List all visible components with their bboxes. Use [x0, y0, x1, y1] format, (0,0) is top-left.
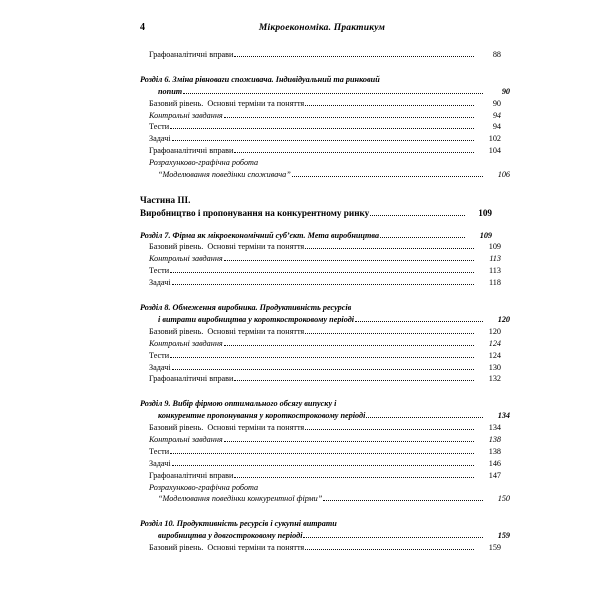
- toc-entry-page: 124: [488, 350, 501, 360]
- toc-entry[interactable]: [140, 110, 501, 122]
- toc-entry-label: Тести: [149, 266, 170, 276]
- toc-entry-label: Розділ 9. Вибір фірмою оптимального обсягу випуску і: [140, 399, 337, 409]
- toc-entry-label: Графоаналітичні вправи: [149, 470, 234, 480]
- toc-entry-label: Розрахунково-графічна робота: [149, 482, 259, 492]
- toc-entry-label: Базовий рівень. Основні терміни та поняття: [149, 423, 305, 433]
- toc-entry[interactable]: [140, 518, 492, 530]
- toc-leader-dots: [303, 537, 483, 538]
- toc-entry-label: “Моделювання поведінки споживача”: [158, 170, 291, 180]
- toc-leader-dots: [183, 93, 483, 94]
- toc-entry-label: Розділ 7. Фірма як мікроекономічний суб’єкт. Мета виробництва: [140, 230, 380, 240]
- toc-leader-dots: [366, 417, 483, 418]
- toc-entry[interactable]: [140, 530, 510, 542]
- toc-entry-label: Базовий рівень. Основні терміни та поняття: [149, 98, 305, 108]
- toc-entry-page: 159: [497, 531, 510, 541]
- toc-entry-page: 109: [479, 230, 492, 240]
- toc-leader-dots: [170, 128, 474, 129]
- toc-leader-dots: [292, 176, 483, 177]
- toc-entry-page: 138: [488, 446, 501, 456]
- toc-entry-label: Задачі: [149, 134, 171, 144]
- toc-entry[interactable]: [140, 338, 501, 350]
- toc-entry-page: 90: [492, 98, 501, 108]
- toc-entry-page: 94: [492, 122, 501, 132]
- toc-entry-page: 134: [488, 423, 501, 433]
- toc-entry-label: Задачі: [149, 278, 171, 288]
- toc-leader-dots: [170, 272, 474, 273]
- toc-entry[interactable]: [140, 434, 501, 446]
- toc-entry-page: 118: [489, 278, 501, 288]
- toc-entry-label: Тести: [149, 122, 170, 132]
- toc-entry-label: і витрати виробництва у короткостроковому періоді: [158, 314, 355, 324]
- toc-entry-label: попит: [158, 86, 183, 96]
- toc-entry-label: Розрахунково-графічна робота: [149, 158, 259, 168]
- toc-entry[interactable]: [140, 133, 501, 145]
- toc-entry[interactable]: [140, 169, 510, 181]
- toc-entry-page: 90: [501, 86, 510, 96]
- toc-entry[interactable]: [140, 49, 501, 61]
- toc-entry-page: 102: [488, 134, 501, 144]
- toc-leader-dots: [172, 369, 474, 370]
- toc-entry-label: Розділ 10. Продуктивність ресурсів і сукупні витрати: [140, 519, 337, 529]
- toc-entry[interactable]: [140, 458, 501, 470]
- toc-entry[interactable]: [140, 241, 501, 253]
- toc-entry-label: Розділ 6. Зміна рівноваги споживача. Індивідуальний та ринковий: [140, 74, 380, 84]
- toc-entry-page: 159: [488, 543, 501, 553]
- toc-entry-label: Графоаналітичні вправи: [149, 374, 234, 384]
- page-content: [140, 22, 510, 554]
- toc-entry-label: Контрольні завдання: [149, 254, 223, 264]
- toc-entry[interactable]: [140, 207, 492, 220]
- toc-leader-dots: [234, 56, 474, 57]
- toc-entry[interactable]: [140, 350, 501, 362]
- toc-leader-dots: [234, 152, 474, 153]
- toc-entry-page: 134: [497, 411, 510, 421]
- toc-leader-dots: [224, 260, 474, 261]
- toc-entry-page: 104: [488, 146, 501, 156]
- toc-entry-label: Тести: [149, 350, 170, 360]
- running-title: Мікроекономіка. Практикум: [258, 23, 386, 33]
- toc-entry-page: 132: [488, 374, 501, 384]
- toc-entry[interactable]: [140, 277, 501, 289]
- toc-entry[interactable]: [140, 98, 501, 110]
- toc-entry[interactable]: [140, 157, 501, 169]
- toc-leader-dots: [305, 429, 474, 430]
- toc-entry[interactable]: [140, 74, 492, 86]
- page-number: 4: [140, 22, 145, 33]
- toc-entry-label: Розділ 8. Обмеження виробника. Продуктивність ресурсів: [140, 303, 352, 313]
- toc-entry[interactable]: [140, 121, 501, 133]
- toc-entry-label: Задачі: [149, 362, 171, 372]
- toc-entry[interactable]: [140, 410, 510, 422]
- toc-entry[interactable]: [140, 542, 501, 554]
- toc-entry[interactable]: [140, 373, 501, 385]
- toc-entry-page: 88: [492, 50, 501, 59]
- toc-leader-dots: [370, 215, 465, 216]
- toc-entry[interactable]: [140, 86, 510, 98]
- toc-leader-dots: [224, 117, 474, 118]
- toc-entry-label: виробництва у довгостроковому періоді: [158, 531, 303, 541]
- table-of-contents: [140, 49, 510, 554]
- toc-entry-label: конкурентне пропонування у короткостроковому періоді: [158, 411, 366, 421]
- page-header: [140, 22, 492, 33]
- toc-entry[interactable]: [140, 482, 501, 494]
- toc-entry-page: 147: [488, 470, 501, 480]
- toc-entry-label: Графоаналітичні вправи: [149, 146, 234, 156]
- toc-entry-label: Тести: [149, 446, 170, 456]
- toc-entry-label: Частина III.: [140, 194, 191, 205]
- toc-entry[interactable]: [140, 446, 501, 458]
- toc-leader-dots: [305, 248, 474, 249]
- toc-entry-label: Базовий рівень. Основні терміни та поняття: [149, 543, 305, 553]
- toc-entry-page: 109: [488, 242, 501, 252]
- toc-leader-dots: [234, 477, 474, 478]
- toc-leader-dots: [305, 549, 474, 550]
- toc-entry-label: Контрольні завдання: [149, 434, 223, 444]
- toc-entry[interactable]: [140, 302, 492, 314]
- toc-entry[interactable]: [140, 314, 510, 326]
- toc-entry-page: 138: [488, 434, 501, 444]
- toc-leader-dots: [170, 357, 474, 358]
- toc-leader-dots: [224, 441, 474, 442]
- toc-entry[interactable]: [140, 253, 501, 265]
- toc-entry-page: 130: [488, 362, 501, 372]
- toc-entry-page: 113: [489, 254, 501, 264]
- toc-leader-dots: [172, 284, 474, 285]
- toc-entry-page: 120: [497, 314, 510, 324]
- toc-entry-page: 106: [497, 170, 510, 180]
- toc-entry[interactable]: [140, 470, 501, 482]
- toc-entry[interactable]: [140, 422, 501, 434]
- toc-entry[interactable]: [140, 265, 501, 277]
- toc-leader-dots: [323, 500, 483, 501]
- toc-entry[interactable]: [140, 362, 501, 374]
- toc-entry-page: 146: [488, 458, 501, 468]
- toc-leader-dots: [172, 140, 474, 141]
- toc-entry[interactable]: [140, 145, 501, 157]
- toc-leader-dots: [380, 237, 465, 238]
- toc-entry-label: Графоаналітичні вправи: [149, 50, 234, 59]
- toc-entry-page: 150: [497, 494, 510, 504]
- toc-leader-dots: [355, 321, 483, 322]
- toc-entry[interactable]: [140, 230, 492, 242]
- toc-entry[interactable]: [140, 493, 510, 505]
- toc-entry-label: Контрольні завдання: [149, 110, 223, 120]
- toc-entry-label: Виробництво і пропонування на конкурентному ринку: [140, 208, 370, 219]
- toc-entry-label: Контрольні завдання: [149, 338, 223, 348]
- toc-entry-page: 120: [488, 326, 501, 336]
- toc-entry-page: 113: [489, 266, 501, 276]
- toc-entry[interactable]: [140, 398, 492, 410]
- toc-entry[interactable]: [140, 326, 501, 338]
- toc-entry[interactable]: [140, 194, 492, 207]
- toc-entry-page: 94: [492, 110, 501, 120]
- toc-entry-label: Базовий рівень. Основні терміни та поняття: [149, 242, 305, 252]
- toc-entry-page: 109: [478, 208, 492, 219]
- toc-entry-label: Базовий рівень. Основні терміни та поняття: [149, 326, 305, 336]
- toc-leader-dots: [170, 453, 474, 454]
- toc-leader-dots: [224, 345, 474, 346]
- toc-entry-label: Задачі: [149, 458, 171, 468]
- toc-entry-label: “Моделювання поведінки конкурентної фірми”: [158, 494, 323, 504]
- toc-leader-dots: [172, 465, 474, 466]
- toc-leader-dots: [234, 380, 474, 381]
- toc-leader-dots: [305, 333, 474, 334]
- toc-entry-page: 124: [488, 338, 501, 348]
- toc-leader-dots: [305, 105, 474, 106]
